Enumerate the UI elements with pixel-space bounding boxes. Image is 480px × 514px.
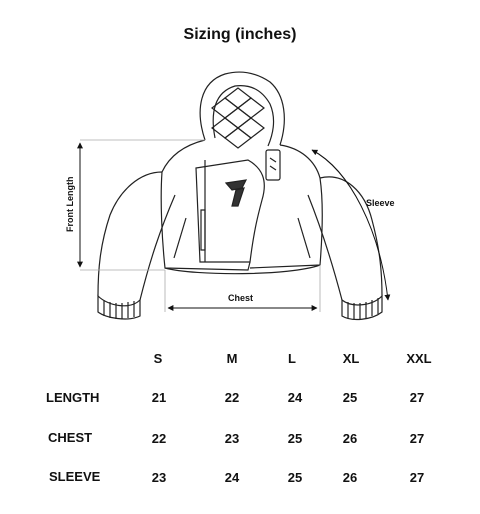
row-label-chest: CHEST xyxy=(48,430,93,445)
page-title: Sizing (inches) xyxy=(183,26,297,43)
size-header: S xyxy=(153,351,163,366)
table-cell: 21 xyxy=(151,390,167,405)
table-cell: 26 xyxy=(342,470,358,485)
table-cell: 22 xyxy=(151,431,167,446)
table-cell: 22 xyxy=(224,390,240,405)
row-label-length: LENGTH xyxy=(46,390,100,405)
table-cell: 24 xyxy=(224,470,240,485)
front-length-measure xyxy=(65,140,205,270)
sleeve-label: Sleeve xyxy=(366,198,395,208)
chest-label: Chest xyxy=(228,293,254,303)
table-cell: 25 xyxy=(342,390,358,405)
table-cell: 27 xyxy=(409,390,425,405)
front-length-label: Front Length xyxy=(65,176,75,232)
table-cell: 25 xyxy=(287,470,303,485)
jacket-hood xyxy=(200,72,284,148)
size-header: L xyxy=(288,351,296,366)
table-cell: 26 xyxy=(342,431,358,446)
jacket-body xyxy=(161,140,322,274)
size-header: M xyxy=(226,351,238,366)
table-cell: 24 xyxy=(287,390,303,405)
table-cell: 23 xyxy=(151,470,167,485)
size-header: XXL xyxy=(406,351,432,366)
row-label-sleeve: SLEEVE xyxy=(49,469,101,484)
sleeve-measure xyxy=(312,150,395,300)
table-cell: 27 xyxy=(409,431,425,446)
table-cell: 27 xyxy=(409,470,425,485)
table-cell: 25 xyxy=(287,431,303,446)
table-cell: 23 xyxy=(224,431,240,446)
size-header: XL xyxy=(342,351,360,366)
